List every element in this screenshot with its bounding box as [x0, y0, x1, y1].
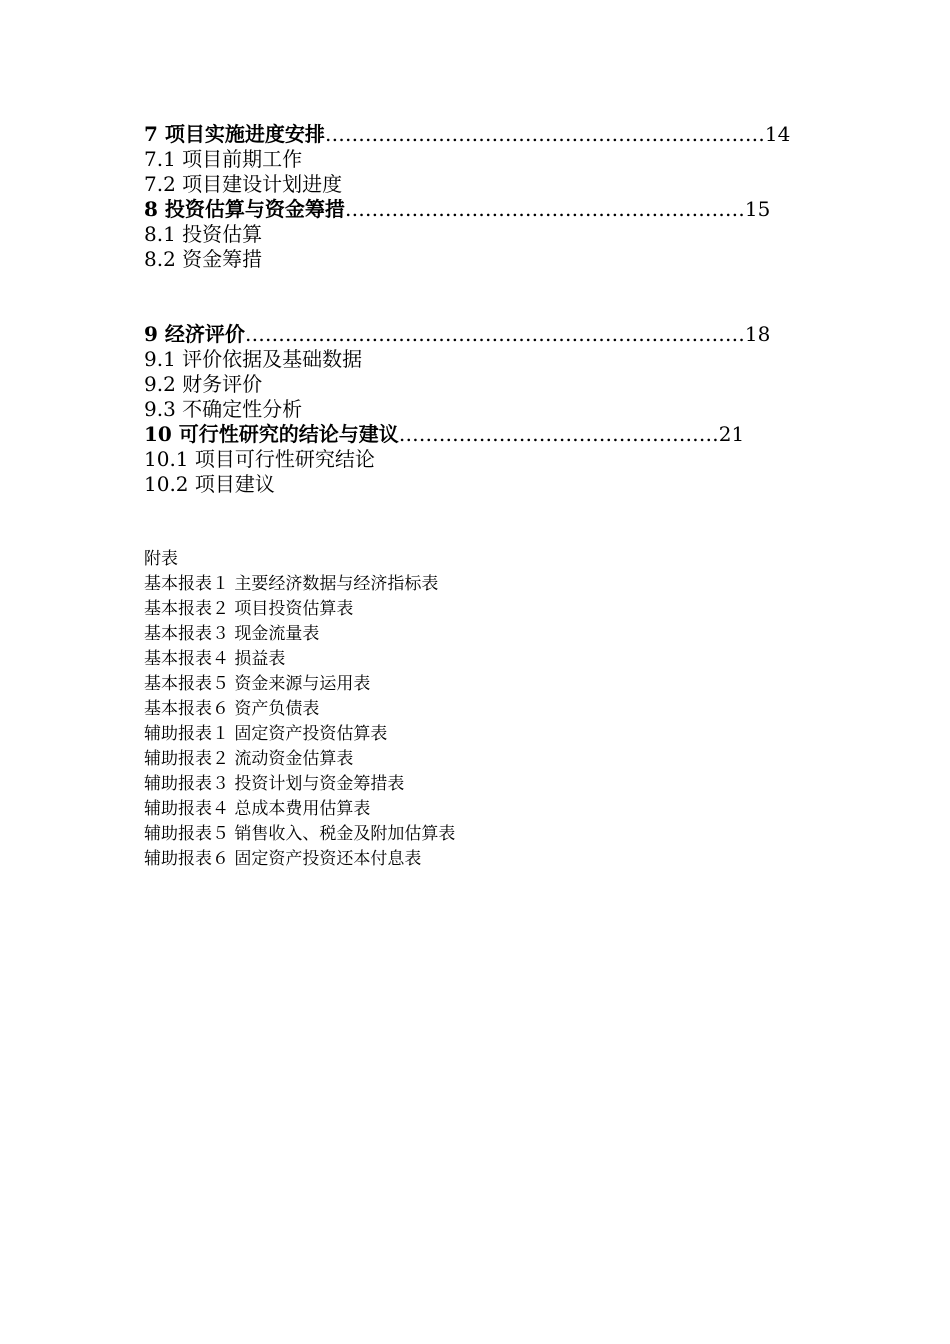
appendix-item[interactable]: 辅助报表１ 固定资产投资估算表 [144, 724, 388, 744]
toc-section-7-2[interactable] [144, 172, 804, 197]
toc-chapter-7[interactable] [144, 122, 804, 147]
table-of-contents [144, 122, 804, 497]
toc-chapter-title: 9 经济评价 [144, 322, 245, 346]
appendix-item[interactable]: 基本报表４ 损益表 [144, 649, 286, 669]
toc-section-title: 8.2 资金筹措 [144, 247, 263, 271]
appendix-item[interactable]: 基本报表５ 资金来源与运用表 [144, 674, 371, 694]
toc-section-8-1[interactable] [144, 222, 804, 247]
toc-section-title: 8.1 投资估算 [144, 222, 263, 246]
toc-page-number: 15 [744, 197, 771, 221]
toc-page-number: 14 [764, 122, 791, 146]
toc-chapter-title: 7 项目实施进度安排 [144, 122, 325, 146]
toc-leader-dots: ………………………………………………………… [324, 122, 765, 146]
appendix-item[interactable]: 基本报表１ 主要经济数据与经济指标表 [144, 574, 439, 594]
toc-leader-dots: ………………………………………… [398, 422, 719, 446]
toc-leader-dots: …………………………………………………… [344, 197, 745, 221]
toc-chapter-10[interactable] [144, 422, 804, 447]
appendix-list [144, 547, 644, 872]
appendix-item[interactable]: 基本报表６ 资产负债表 [144, 699, 320, 719]
toc-page-number: 21 [718, 422, 745, 446]
toc-section-10-1[interactable] [144, 447, 804, 472]
appendix-item[interactable]: 基本报表２ 项目投资估算表 [144, 599, 354, 619]
toc-section-title: 9.1 评价依据及基础数据 [144, 347, 363, 371]
toc-leader-dots: ………………………………………………………………… [244, 322, 745, 346]
toc-section-9-1[interactable] [144, 347, 804, 372]
toc-chapter-title: 10 可行性研究的结论与建议 [144, 422, 399, 446]
appendix-item[interactable]: 辅助报表３ 投资计划与资金筹措表 [144, 774, 405, 794]
appendix-item[interactable]: 辅助报表５ 销售收入、税金及附加估算表 [144, 824, 456, 844]
toc-section-title: 10.2 项目建议 [144, 472, 275, 496]
toc-chapter-title: 8 投资估算与资金筹措 [144, 197, 345, 221]
toc-chapter-8[interactable] [144, 197, 804, 222]
toc-page-number: 18 [744, 322, 771, 346]
toc-section-title: 7.2 项目建设计划进度 [144, 172, 343, 196]
appendix-item[interactable]: 辅助报表４ 总成本费用估算表 [144, 799, 371, 819]
toc-section-8-2[interactable] [144, 247, 804, 272]
toc-chapter-9[interactable] [144, 322, 804, 347]
toc-section-10-2[interactable] [144, 472, 804, 497]
appendix-heading: 附表 [144, 549, 178, 569]
toc-section-7-1[interactable] [144, 147, 804, 172]
toc-section-title: 9.2 财务评价 [144, 372, 263, 396]
toc-section-9-2[interactable] [144, 372, 804, 397]
appendix-item[interactable]: 基本报表３ 现金流量表 [144, 624, 320, 644]
toc-section-title: 7.1 项目前期工作 [144, 147, 303, 171]
appendix-item[interactable]: 辅助报表２ 流动资金估算表 [144, 749, 354, 769]
toc-section-title: 9.3 不确定性分析 [144, 397, 303, 421]
appendix-item[interactable]: 辅助报表６ 固定资产投资还本付息表 [144, 849, 422, 869]
toc-section-title: 10.1 项目可行性研究结论 [144, 447, 375, 471]
toc-spacer [144, 272, 804, 322]
toc-section-9-3[interactable] [144, 397, 804, 422]
